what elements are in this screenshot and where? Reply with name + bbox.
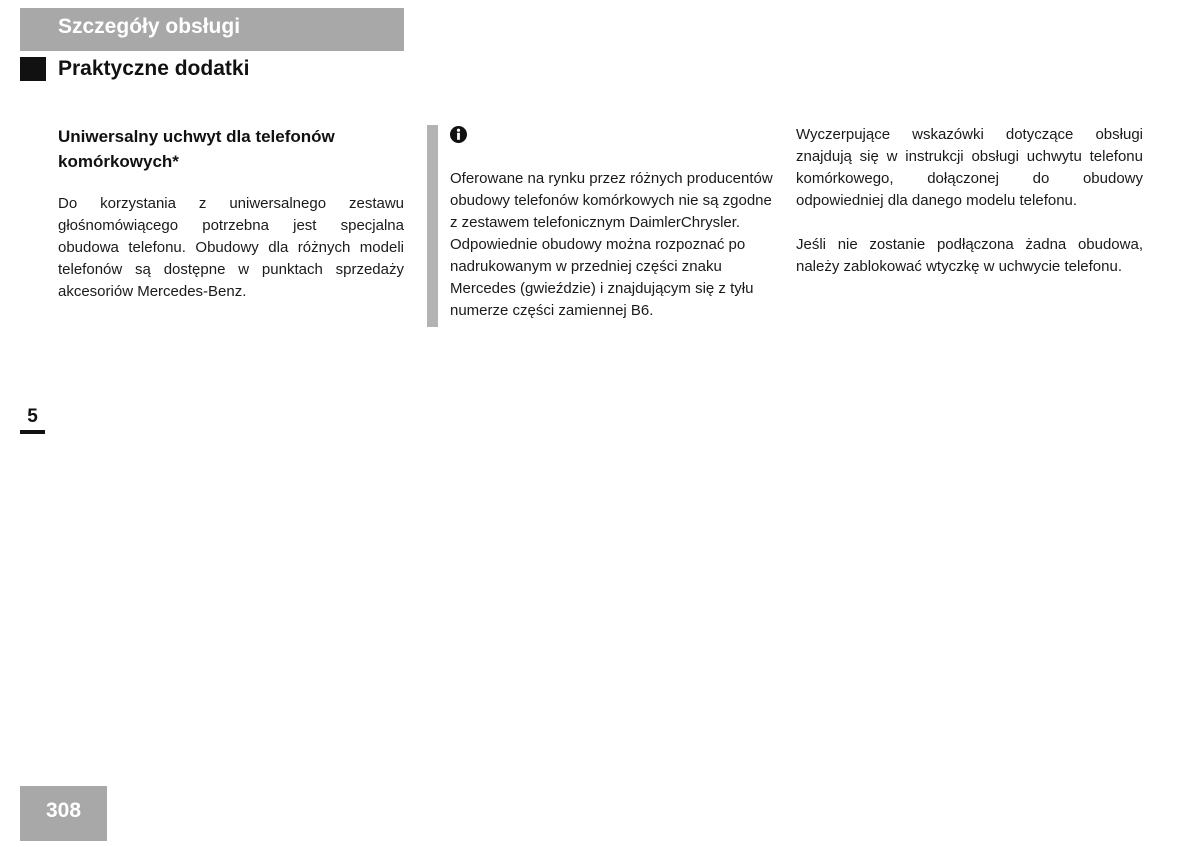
body-paragraph: Jeśli nie zostanie podłączona żadna obudowa, należy zablokować wtyczkę w uchwycie telefonu. bbox=[796, 236, 1143, 275]
chapter-tab bbox=[20, 403, 45, 433]
body-paragraph: Wyczerpujące wskazówki dotyczące obsługi znajdują się w instrukcji obsługi uchwytu telefonu komórkowego, dołączonej do obudowy odpowiedniej dla danego modelu telefonu. bbox=[796, 126, 1143, 209]
note-text: Oferowane na rynku przez różnych producentów obudowy telefonów komórkowych nie są zgodne z zestawem telefonicznym DaimlerChrysler. Odpowiednie obudowy można rozpoznać po nadrukowanym w przedniej części znaku Mercedes (gwieździe) i znajdującym się z tyłu numerze części zamiennej B6. bbox=[450, 170, 773, 319]
body-paragraph: Do korzystania z uniwersalnego zestawu głośnomówiącego potrzebna jest specjalna obudowa telefonu. Obudowy dla różnych modeli telefonów są dostępne w punktach sprzedaży akcesoriów Mercedes-Benz. bbox=[58, 195, 404, 300]
chapter-number: 5 bbox=[27, 406, 38, 427]
info-icon bbox=[450, 126, 467, 143]
note-side-bar bbox=[427, 125, 438, 327]
chapter-tab-rule bbox=[20, 430, 45, 434]
note-column bbox=[450, 168, 774, 322]
page-number-box bbox=[20, 786, 107, 841]
subsection-heading: Uniwersalny uchwyt dla telefonów komórkowych* bbox=[58, 127, 335, 171]
page-number: 308 bbox=[45, 799, 82, 822]
column-right bbox=[796, 124, 1143, 278]
chapter-header-bar bbox=[20, 8, 404, 51]
chapter-title: Szczegóły obsługi bbox=[58, 15, 241, 38]
section-title: Praktyczne dodatki bbox=[58, 57, 250, 80]
column-left bbox=[58, 124, 404, 303]
section-marker bbox=[20, 57, 46, 81]
